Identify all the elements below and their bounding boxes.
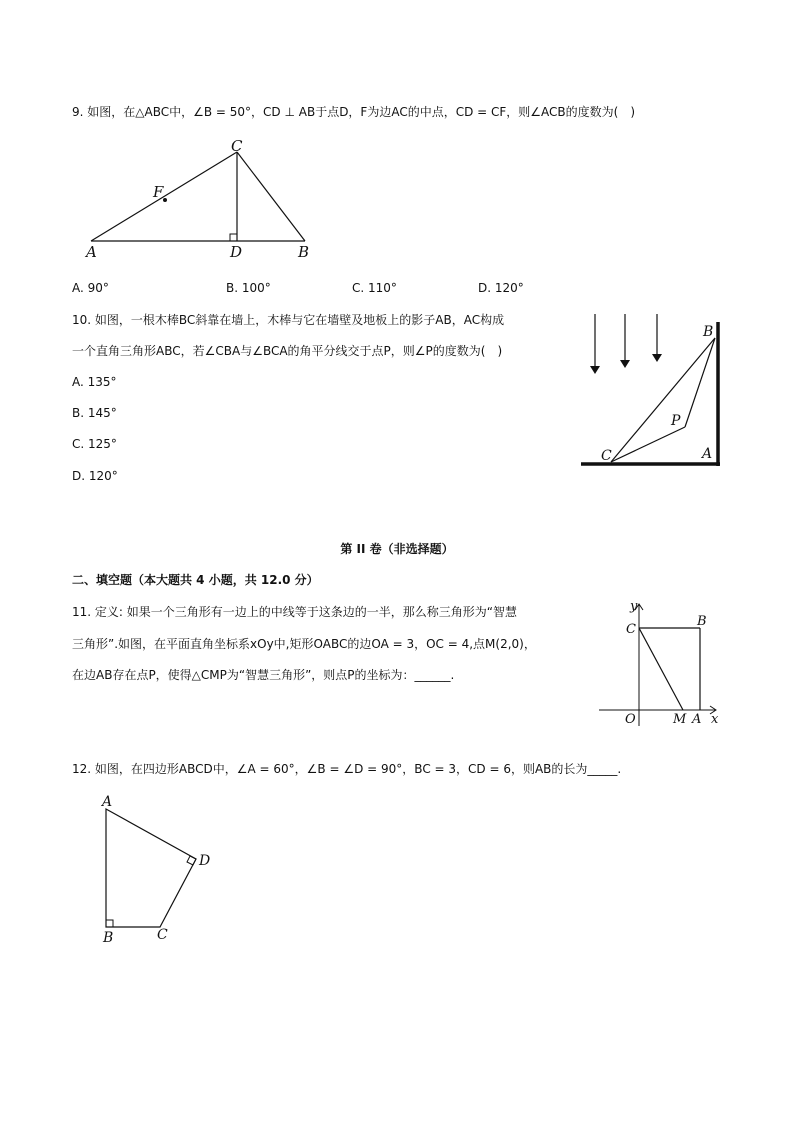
q10-option-b: B. 145° [72, 406, 117, 420]
q10-line1: 10. 如图，一根木棒BC斜靠在墙上，木棒与它在墙壁及地板上的影子AB，AC构成 [72, 313, 505, 327]
q11-line1: 11. 定义: 如果一个三角形有一边上的中线等于这条边的一半，那么称三角形为“智慧 [72, 605, 517, 619]
q10-option-d: D. 120° [72, 469, 118, 483]
label-a: A [86, 243, 97, 261]
right-angle-b-mark [106, 920, 113, 927]
label-b: B [103, 930, 114, 946]
q10-wall-figure [578, 310, 723, 472]
q10-line2: 一个直角三角形ABC，若∠CBA与∠BCA的角平分线交于点P，则∠P的度数为( ) [72, 344, 503, 358]
label-d: D [199, 853, 211, 869]
q9-option-a: A. 90° [72, 281, 109, 295]
q11-coordinate-figure [595, 598, 723, 728]
section-title: 第 II 卷（非选择题） [340, 542, 454, 556]
q9-option-b: B. 100° [226, 281, 271, 295]
quadrilateral-abcd [106, 809, 196, 927]
arrow-1-icon [590, 366, 600, 374]
label-a: A [702, 446, 713, 462]
label-o: O [625, 712, 636, 727]
label-m: M [673, 712, 687, 727]
q11-line2: 三角形”.如图，在平面直角坐标系xOy中,矩形OABC的边OA = 3，OC = 4,点M(2,0)， [72, 637, 536, 651]
label-y: y [630, 599, 638, 614]
q12-question: 12. 如图，在四边形ABCD中，∠A = 60°，∠B = ∠D = 90°，BC = 3，CD = 6，则AB的长为_____. [72, 762, 622, 776]
label-b: B [697, 614, 707, 629]
label-x: x [711, 712, 719, 727]
q10-option-c: C. 125° [72, 437, 117, 451]
side-cb [237, 152, 305, 241]
side-ac [91, 152, 237, 241]
q9-triangle-figure [80, 140, 320, 265]
bisector-cp [611, 427, 685, 462]
label-d: D [230, 243, 243, 261]
bisector-bp [685, 338, 715, 427]
label-a: A [102, 794, 113, 810]
label-c: C [626, 622, 636, 637]
label-p: P [671, 413, 681, 429]
arrow-3-icon [652, 354, 662, 362]
label-a: A [692, 712, 702, 727]
label-c: C [157, 927, 168, 943]
section-subtitle: 二、填空题（本大题共 4 小题，共 12.0 分） [72, 573, 319, 587]
q9-option-c: C. 110° [352, 281, 397, 295]
segment-cm [639, 628, 683, 710]
q10-option-a: A. 135° [72, 375, 117, 389]
arrow-2-icon [620, 360, 630, 368]
q12-quadrilateral-figure [95, 790, 225, 950]
stick-bc [611, 338, 715, 462]
label-c: C [231, 140, 243, 155]
q11-line3: 在边AB存在点P，使得△CMP为“智慧三角形”，则点P的坐标为：______. [72, 668, 455, 682]
point-f [163, 198, 167, 202]
q9-question: 9. 如图，在△ABC中，∠B = 50°，CD ⊥ AB于点D，F为边AC的中点，CD = CF，则∠ACB的度数为( ) [72, 105, 636, 119]
label-b: B [298, 243, 310, 261]
label-b: B [703, 324, 714, 340]
label-c: C [601, 448, 612, 464]
label-f: F [153, 183, 164, 201]
q9-option-d: D. 120° [478, 281, 524, 295]
right-angle-mark [230, 234, 237, 241]
